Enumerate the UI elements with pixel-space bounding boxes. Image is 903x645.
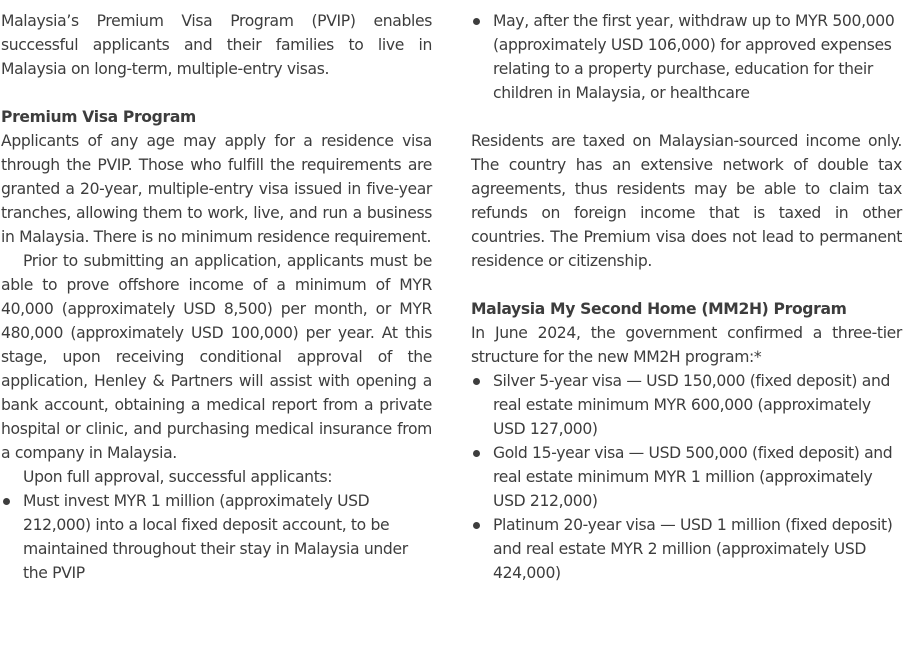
list-item xyxy=(1,489,432,585)
bullet-icon xyxy=(473,522,480,529)
pvip-bullet-list-continued xyxy=(471,9,902,105)
mm2h-paragraph: In June 2024, the government confirmed a three-tier structure for the new MM2H program:* xyxy=(471,324,902,366)
list-item-text: Silver 5-year visa — USD 150,000 (fixed deposit) and real estate minimum MYR 600,000 (approximately USD 127,000) xyxy=(493,372,891,438)
spacer xyxy=(1,81,432,105)
list-item xyxy=(471,9,902,105)
pvip-paragraph-approval: Upon full approval, successful applicants: xyxy=(23,468,333,486)
spacer xyxy=(471,105,902,129)
list-item-platinum xyxy=(471,513,902,585)
pvip-paragraph-income: Prior to submitting an application, applicants must be able to prove offshore income of a minimum of MYR 40,000 (approximately USD 8,500) per month, or MYR 480,000 (approximately USD 100,000) per year. At this stage, upon receiving conditional approval of the application, Henley & Partners will assist with opening a bank account, obtaining a medical report from a private hospital or clinic, and purchasing medical insurance from a company in Malaysia. xyxy=(1,252,432,462)
pvip-bullet-list xyxy=(1,489,432,585)
spacer xyxy=(471,273,902,297)
mm2h-heading: Malaysia My Second Home (MM2H) Program xyxy=(471,300,847,318)
bullet-icon xyxy=(473,450,480,457)
bullet-icon xyxy=(473,378,480,385)
left-column xyxy=(1,9,432,585)
intro-paragraph: Malaysia’s Premium Visa Program (PVIP) enables successful applicants and their families to live in Malaysia on long-term, multiple-entry visas. xyxy=(1,12,432,78)
tax-paragraph: Residents are taxed on Malaysian-sourced income only. The country has an extensive network of double tax agreements, thus residents may be able to claim tax refunds on foreign income that is taxed in other countries. The Premium visa does not lead to permanent residence or citizenship. xyxy=(471,132,902,270)
bullet-icon xyxy=(3,498,10,505)
right-column xyxy=(471,9,902,585)
bullet-icon xyxy=(473,18,480,25)
list-item-text: Gold 15-year visa — USD 500,000 (fixed deposit) and real estate minimum MYR 1 million (approximately USD 212,000) xyxy=(493,444,893,510)
list-item-text: May, after the first year, withdraw up to MYR 500,000 (approximately USD 106,000) for approved expenses relating to a property purchase, education for their children in Malaysia, or healthcare xyxy=(493,12,895,102)
list-item-text: Platinum 20-year visa — USD 1 million (fixed deposit) and real estate MYR 2 million (approximately USD 424,000) xyxy=(493,516,893,582)
pvip-heading: Premium Visa Program xyxy=(1,108,196,126)
list-item-silver xyxy=(471,369,902,441)
pvip-paragraph-eligibility: Applicants of any age may apply for a residence visa through the PVIP. Those who fulfill the requirements are granted a 20-year, multiple-entry visa issued in five-year tranches, allowing them to work, live, and run a business in Malaysia. There is no minimum residence requirement. xyxy=(1,132,432,246)
list-item-text: Must invest MYR 1 million (approximately USD 212,000) into a local fixed deposit account, to be maintained throughout their stay in Malaysia under the PVIP xyxy=(23,492,408,582)
mm2h-tier-list xyxy=(471,369,902,585)
list-item-gold xyxy=(471,441,902,513)
